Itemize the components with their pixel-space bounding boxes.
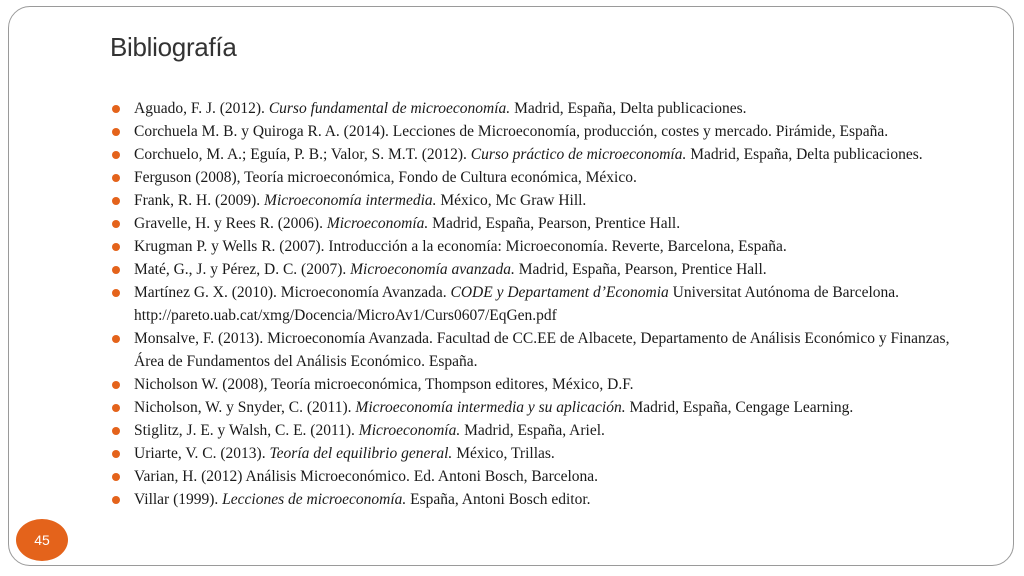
bibliography-item [112, 97, 972, 120]
reference-title: Lecciones de microeconomía. [222, 491, 407, 508]
bibliography-list [112, 97, 972, 511]
bibliography-item [112, 120, 972, 143]
page-number-badge: 45 [16, 519, 68, 561]
bibliography-item [112, 396, 972, 419]
bibliography-item [112, 281, 972, 327]
reference-text: Krugman P. y Wells R. (2007). Introducción a la economía: Microeconomía. Reverte, Barcelona, España. [134, 238, 787, 255]
reference-text: Nicholson W. (2008), Teoría microeconómica, Thompson editores, México, D.F. [134, 376, 634, 393]
reference-text: Nicholson, W. y Snyder, C. (2011). [134, 399, 356, 416]
reference-title: CODE y Departament d’Economia [450, 284, 669, 301]
reference-title: Curso fundamental de microeconomía. [268, 100, 511, 117]
reference-text: Madrid, España, Ariel. [460, 422, 605, 439]
reference-text: Universitat Autónoma de Barcelona. http://pareto.uab.cat/xmg/Docencia/MicroAv1/Curs0607/EqGen.pdf [134, 284, 900, 324]
bibliography-item [112, 166, 972, 189]
slide-title: Bibliografía [110, 32, 237, 62]
reference-text: España, Antoni Bosch editor. [406, 491, 591, 508]
bullet-icon [112, 197, 120, 205]
bullet-icon [112, 427, 120, 435]
reference-title: Teoría del equilibrio general. [269, 445, 453, 462]
reference-text: Villar (1999). [134, 491, 223, 508]
reference-text: Uriarte, V. C. (2013). [134, 445, 270, 462]
bullet-icon [112, 381, 120, 389]
reference-title: Microeconomía intermedia. [264, 192, 437, 209]
bullet-icon [112, 289, 120, 297]
reference-text: Madrid, España, Delta publicaciones. [510, 100, 747, 117]
bullet-icon [112, 404, 120, 412]
bullet-icon [112, 450, 120, 458]
reference-text: Corchuela M. B. y Quiroga R. A. (2014). Lecciones de Microeconomía, producción, costes y mercado. Pirámide, España. [134, 123, 889, 140]
reference-text: Stiglitz, J. E. y Walsh, C. E. (2011). [134, 422, 359, 439]
bibliography-item [112, 465, 972, 488]
reference-text: Madrid, España, Delta publicaciones. [686, 146, 923, 163]
reference-text: Varian, H. (2012) Análisis Microeconómico. Ed. Antoni Bosch, Barcelona. [134, 468, 599, 485]
bibliography-item [112, 373, 972, 396]
reference-text: Gravelle, H. y Rees R. (2006). [134, 215, 327, 232]
reference-text: Maté, G., J. y Pérez, D. C. (2007). [134, 261, 351, 278]
bullet-icon [112, 220, 120, 228]
reference-title: Microeconomía. [358, 422, 461, 439]
reference-title: Microeconomía. [326, 215, 429, 232]
bibliography-item [112, 189, 972, 212]
reference-text: Madrid, España, Pearson, Prentice Hall. [514, 261, 767, 278]
bullet-icon [112, 151, 120, 159]
reference-text: Ferguson (2008), Teoría microeconómica, Fondo de Cultura económica, México. [134, 169, 637, 186]
bullet-icon [112, 473, 120, 481]
bibliography-item [112, 327, 972, 373]
bibliography-item [112, 212, 972, 235]
reference-text: Madrid, España, Pearson, Prentice Hall. [428, 215, 681, 232]
bibliography-item [112, 419, 972, 442]
reference-text: Monsalve, F. (2013). Microeconomía Avanzada. Facultad de CC.EE de Albacete, Departamento de Análisis Económico y Finanzas, Área de Fundamentos del Análisis Económico. España. [134, 330, 950, 370]
bullet-icon [112, 128, 120, 136]
bullet-icon [112, 496, 120, 504]
reference-text: Madrid, España, Cengage Learning. [625, 399, 854, 416]
bibliography-item [112, 235, 972, 258]
reference-text: México, Mc Graw Hill. [436, 192, 587, 209]
reference-text: Aguado, F. J. (2012). [134, 100, 269, 117]
reference-text: México, Trillas. [452, 445, 555, 462]
bibliography-item [112, 442, 972, 465]
bibliography-item [112, 143, 972, 166]
bullet-icon [112, 105, 120, 113]
reference-text: Frank, R. H. (2009). [134, 192, 265, 209]
reference-text: Martínez G. X. (2010). Microeconomía Avanzada. [134, 284, 451, 301]
bibliography-item [112, 258, 972, 281]
bibliography-item [112, 488, 972, 511]
reference-title: Microeconomía avanzada. [350, 261, 515, 278]
reference-title: Curso práctico de microeconomía. [470, 146, 687, 163]
reference-title: Microeconomía intermedia y su aplicación. [355, 399, 626, 416]
bullet-icon [112, 174, 120, 182]
reference-text: Corchuelo, M. A.; Eguía, P. B.; Valor, S. M.T. (2012). [134, 146, 471, 163]
bullet-icon [112, 243, 120, 251]
bullet-icon [112, 266, 120, 274]
bullet-icon [112, 335, 120, 343]
